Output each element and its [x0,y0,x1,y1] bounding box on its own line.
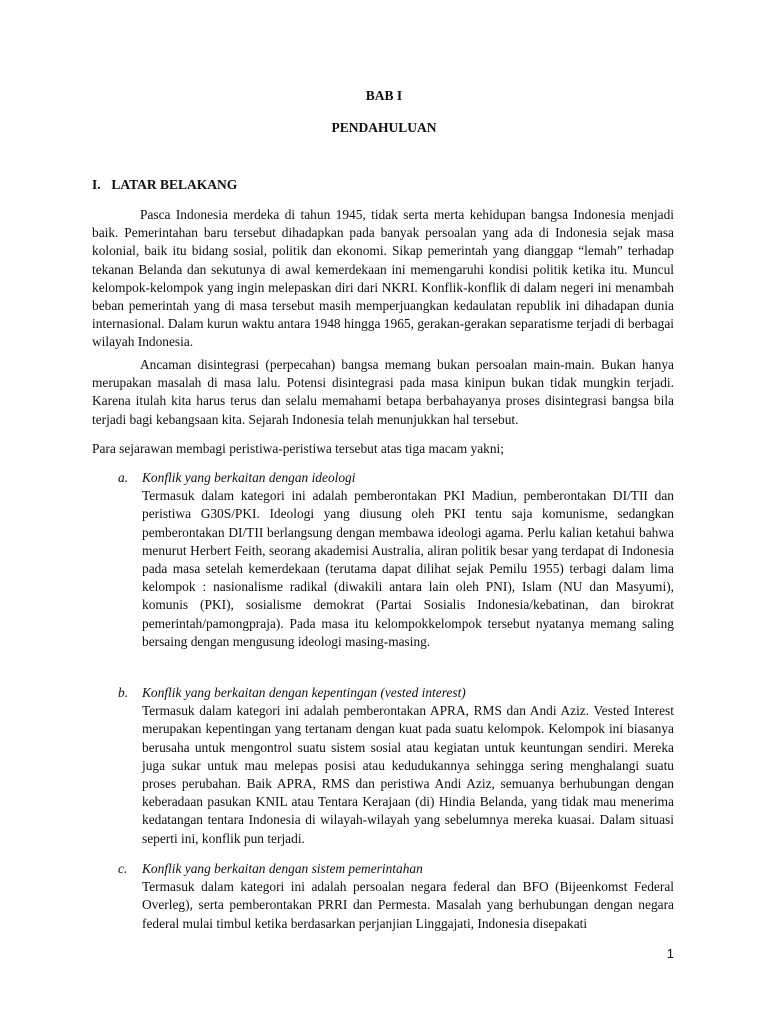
list-item-heading: Konflik yang berkaitan dengan ideologi [142,470,356,485]
list-marker: c. [118,861,128,876]
chapter-number: BAB I [365,88,403,103]
section-heading [92,177,237,193]
list-item-b [118,684,674,848]
list-marker: a. [118,470,129,485]
section-number: I. [92,177,101,192]
list-item-text: Termasuk dalam kategori ini adalah persoalan negara federal dan BFO (Bijeenkomst Federal Overleg), serta pemberontakan PRRI dan Permesta. Masalah yang berhubungan dengan negara federal mulai timbul ketika berdasarkan perjanjian Linggajati, Indonesia disepakati [142,879,674,931]
paragraph-2: Ancaman disintegrasi (perpecahan) bangsa memang bukan persoalan main-main. Bukan hanya merupakan masalah di masa lalu. Potensi disintegrasi pada masa kinipun bukan tidak mungkin terjadi. Karena itulah kita harus terus dan selalu memahami betapa berbahayanya proses disintegrasi bangsa bila terjadi bagi kebangsaan kita. Sejarah Indonesia telah menunjukkan hal tersebut. [92,357,674,427]
list-item-text: Termasuk dalam kategori ini adalah pemberontakan APRA, RMS dan Andi Aziz. Vested Interest merupakan kepentingan yang tertanam dengan kuat pada suatu kelompok. Kelompok ini biasanya berusaha untuk mengontrol suatu sistem sosial atau kegiatan untuk keuntungan sendiri. Mereka juga sukar untuk mau melepas posisi atau kedudukannya sehingga sering menghalangi suatu proses perubahan. Baik APRA, RMS dan peristiwa Andi Aziz, semuanya berhubungan dengan keberadaan pasukan KNIL atau Tentara Kerajaan (di) Hindia Belanda, yang tidak mau menerima kedatangan tentara Indonesia di wilayah-wilayah yang sebelumnya mereka kuasai. Dalam situasi seperti ini, konflik pun terjadi. [142,703,674,846]
chapter-title: PENDAHULUAN [331,120,437,135]
section-title: LATAR BELAKANG [111,177,238,192]
list-item-text: Termasuk dalam kategori ini adalah pemberontakan PKI Madiun, pemberontakan DI/TII dan peristiwa G30S/PKI. Ideologi yang diusung oleh PKI tentu saja komunisme, sedangkan pemberontakan DI/TII berlangsung dengan membawa ideologi agama. Perlu kalian ketahui bahwa menurut Herbert Feith, seorang akademisi Australia, aliran politik besar yang terdapat di Indonesia pada masa setelah kemerdekaan (terutama dapat dilihat sejak Pemilu 1955) terbagi dalam lima kelompok : nasionalisme radikal (diwakili antara lain oleh PNI), Islam (NU dan Masyumi), komunis (PKI), sosialisme demokrat (Partai Sosialis Indonesia/kebatinan, dan birokrat pemerintah/pamongpraja). Pada masa itu kelompokkelompok tersebut nyatanya memang saling bersaing dengan mengusung ideologi masing-masing. [142,488,674,649]
paragraph-1: Pasca Indonesia merdeka di tahun 1945, tidak serta merta kehidupan bangsa Indonesia menjadi baik. Pemerintahan baru tersebut dihadapkan pada banyak persoalan yang ada di Indonesia sejak masa kolonial, baik itu bidang sosial, politik dan ekonomi. Sikap pemerintah yang dianggap “lemah” terhadap tekanan Belanda dan sekutunya di awal kemerdekaan ini memengaruhi kondisi politik ketika itu. Muncul kelompok-kelompok yang ingin melepaskan diri dari NKRI. Konflik-konflik di dalam negeri ini menambah beban pemerintah yang di masa tersebut masih memperjuangkan kedaulatan republik ini dihadapan dunia internasional. Dalam kurun waktu antara 1948 hingga 1965, gerakan-gerakan separatisme terjadi di berbagai wilayah Indonesia. [92,207,674,350]
page-number: 1 [666,946,674,961]
list-item-heading: Konflik yang berkaitan dengan sistem pemerintahan [142,861,423,876]
list-item-a [118,469,674,651]
paragraph-3: Para sejarawan membagi peristiwa-peristiwa tersebut atas tiga macam yakni; [92,441,504,456]
list-item-heading: Konflik yang berkaitan dengan kepentingan (vested interest) [142,685,466,700]
list-marker: b. [118,685,129,700]
list-item-c [118,860,674,933]
